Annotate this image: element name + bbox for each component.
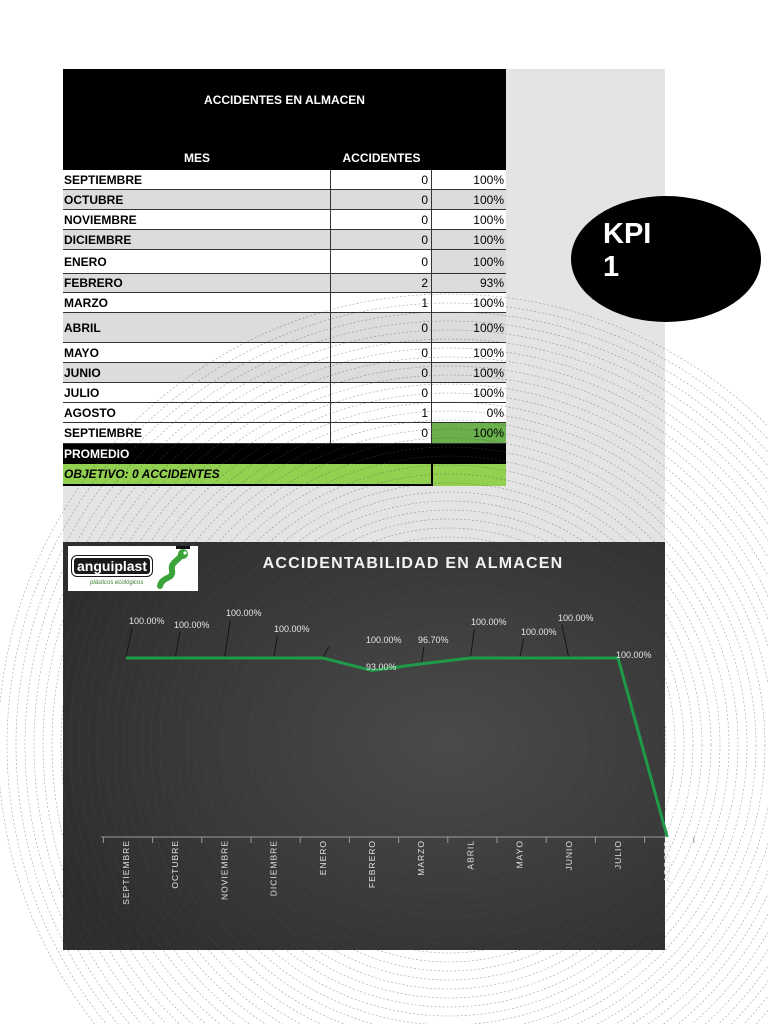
logo-tagline: plásticos ecológicos bbox=[90, 580, 144, 586]
cell-accidentes[interactable]: 0 bbox=[331, 313, 432, 342]
cell-percent[interactable]: 93% bbox=[479, 276, 504, 290]
cell-mes[interactable]: MARZO bbox=[63, 293, 331, 312]
cell-mes[interactable]: SEPTIEMBRE bbox=[63, 423, 331, 443]
chart-title: ACCIDENTABILIDAD EN ALMACEN bbox=[262, 555, 564, 572]
column-header-accidentes: ACCIDENTES bbox=[342, 151, 421, 165]
cell-accidentes[interactable]: 1 bbox=[331, 403, 432, 422]
cell-accidentes[interactable]: 0 bbox=[331, 383, 432, 402]
x-tick-label: MAYO bbox=[514, 840, 525, 869]
x-tick-label: MARZO bbox=[416, 840, 427, 876]
worm-mascot-icon bbox=[152, 546, 197, 591]
cell-mes[interactable]: ENERO bbox=[63, 250, 331, 273]
cell-mes[interactable]: DICIEMBRE bbox=[63, 230, 331, 249]
data-label: 100.00% bbox=[274, 624, 310, 634]
data-label: 100.00% bbox=[521, 627, 557, 637]
data-label: 100.00% bbox=[616, 650, 652, 660]
data-label: 96.70% bbox=[418, 635, 449, 645]
company-logo bbox=[68, 546, 198, 591]
cell-percent[interactable]: 100% bbox=[473, 385, 504, 400]
accidents-chart bbox=[63, 542, 673, 950]
cell-mes[interactable]: JUNIO bbox=[63, 363, 331, 382]
x-tick-label: ABRIL bbox=[465, 840, 476, 870]
cell-accidentes[interactable]: 0 bbox=[331, 230, 432, 249]
data-label: 100.00% bbox=[471, 617, 507, 627]
kpi-badge-label: KPI 1 bbox=[603, 218, 652, 283]
x-tick-label: DICIEMBRE bbox=[268, 840, 279, 897]
cell-mes[interactable]: FEBRERO bbox=[63, 274, 331, 292]
promedio-label: PROMEDIO bbox=[64, 447, 130, 461]
data-label: 100.00% bbox=[366, 635, 402, 645]
logo-wordmark: anguiplast bbox=[72, 556, 152, 576]
cell-mes[interactable]: NOVIEMBRE bbox=[63, 210, 331, 229]
cell-accidentes[interactable]: 0 bbox=[331, 363, 432, 382]
chart-canvas bbox=[63, 542, 673, 950]
cell-percent[interactable]: 0% bbox=[486, 405, 504, 420]
cell-accidentes[interactable]: 0 bbox=[331, 210, 432, 229]
cell-accidentes[interactable]: 0 bbox=[331, 170, 432, 189]
data-label: 100.00% bbox=[226, 608, 262, 618]
cell-accidentes[interactable]: 1 bbox=[331, 293, 432, 312]
table-title: ACCIDENTES EN ALMACEN bbox=[204, 93, 365, 107]
cell-percent[interactable]: 100% bbox=[473, 212, 504, 227]
cell-percent[interactable]: 100% bbox=[473, 192, 504, 207]
x-tick-label: AGOSTO bbox=[662, 840, 673, 883]
column-header-mes: MES bbox=[183, 151, 210, 165]
chart-background bbox=[63, 542, 665, 950]
cell-percent[interactable]: 100% bbox=[473, 345, 504, 360]
cell-accidentes[interactable]: 0 bbox=[331, 250, 432, 273]
x-tick-label: ENERO bbox=[317, 840, 328, 876]
cell-accidentes[interactable]: 0 bbox=[331, 190, 432, 209]
cell-accidentes[interactable]: 2 bbox=[331, 274, 432, 292]
cell-accidentes[interactable]: 0 bbox=[331, 423, 432, 443]
x-tick-label: JUNIO bbox=[563, 840, 574, 871]
cell-percent[interactable]: 100% bbox=[473, 172, 504, 187]
x-tick-label: NOVIEMBRE bbox=[219, 840, 230, 901]
x-tick-label: JULIO bbox=[613, 840, 623, 870]
objetivo-label: OBJETIVO: 0 ACCIDENTES bbox=[63, 464, 433, 486]
kpi-badge bbox=[571, 196, 761, 322]
cell-mes[interactable]: SEPTIEMBRE bbox=[63, 170, 331, 189]
data-label: 100.00% bbox=[129, 616, 165, 626]
x-tick-label: FEBRERO bbox=[367, 840, 377, 889]
cell-percent[interactable]: 100% bbox=[473, 295, 504, 310]
cell-mes[interactable]: AGOSTO bbox=[63, 403, 331, 422]
cell-percent[interactable]: 100% bbox=[473, 232, 504, 247]
cell-percent[interactable]: 100% bbox=[473, 365, 504, 380]
cell-percent[interactable]: 100% bbox=[473, 320, 504, 335]
cell-mes[interactable]: MAYO bbox=[63, 343, 331, 362]
x-tick-label: OCTUBRE bbox=[170, 840, 181, 889]
cell-mes[interactable]: ABRIL bbox=[63, 313, 331, 342]
cell-percent[interactable]: 100% bbox=[432, 423, 506, 443]
cell-mes[interactable]: JULIO bbox=[63, 383, 331, 402]
cell-percent[interactable]: 100% bbox=[432, 250, 506, 273]
cell-mes[interactable]: OCTUBRE bbox=[63, 190, 331, 209]
x-tick-label: SEPTIEMBRE bbox=[121, 840, 131, 905]
data-label: 93.00% bbox=[366, 662, 397, 672]
cell-accidentes[interactable]: 0 bbox=[331, 343, 432, 362]
data-label: 100.00% bbox=[174, 620, 210, 630]
data-label: 100.00% bbox=[558, 613, 594, 623]
